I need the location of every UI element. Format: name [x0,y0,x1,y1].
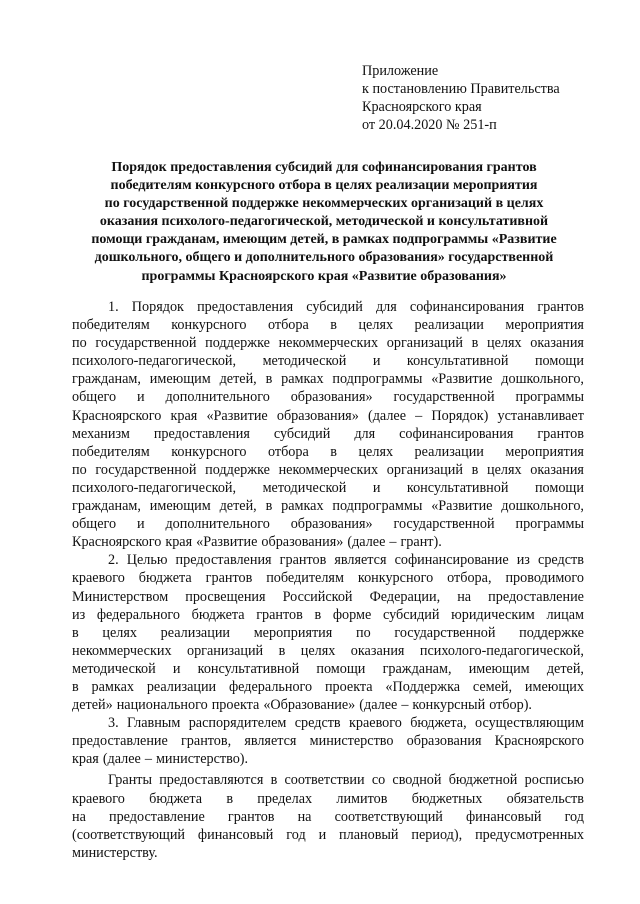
word: предоставления [197,299,294,315]
word: образования» [261,534,344,551]
appendix-header [362,62,632,134]
text-line [72,606,584,624]
word: отбор). [489,697,532,714]
word: и [372,353,381,370]
word: для [375,299,397,315]
word: психолого-педагогической, [72,479,237,496]
word: период), [411,826,463,843]
word: и [372,479,381,496]
appendix-label: Приложение [362,63,439,79]
text-line [72,750,584,768]
word: Главным [127,715,181,732]
text-line [72,678,584,696]
word: Красноярского [72,407,162,424]
word: детей» [72,697,113,714]
word: механизм [72,425,130,442]
word: реализации [146,678,217,695]
word: бюджетной [448,772,518,789]
word: и [318,826,327,843]
word: методической [262,479,347,496]
word: поддержке [205,335,270,352]
word: грантов [205,570,253,587]
word: 3. [108,715,119,732]
word: края [165,534,193,551]
word: в [330,443,337,460]
word: помощи [534,353,584,370]
document-body [72,298,584,862]
word: для [354,425,376,442]
word: дошкольного, [501,498,584,515]
word: соответствии [284,772,365,789]
word: края [170,407,198,424]
text-line [72,551,584,569]
word: предоставление [108,808,205,825]
word: реализации [160,624,231,641]
word: проекта [324,678,373,695]
word: бюджета [191,606,245,623]
word: проекта [211,697,260,714]
word: края [72,751,99,768]
word: проводимого [505,570,584,587]
word: программы [515,389,584,406]
word: – [389,534,397,551]
title-line: дошкольного, общего и дополнительного образования» государственной [94,250,554,266]
word: Федерации, [369,588,441,605]
word: мероприятия [253,624,333,641]
appendix-decree-ref: к постановлению Правительства [362,81,560,97]
word: «Развитие [206,407,268,424]
word: «Развитие [196,534,258,551]
word: некоммерческих [278,461,379,478]
word: государственной [95,461,197,478]
text-line [72,370,584,388]
word: со [371,772,386,789]
word: дополнительного [165,389,270,406]
word: оказания [530,461,584,478]
word: детей, [219,371,257,388]
text-line [72,771,584,789]
word: некоммерческих [72,642,172,659]
word: федерального [96,606,180,623]
word: «Поддержка [385,678,461,695]
word: грантов [279,552,327,569]
word: в [330,317,337,334]
word: предусмотренных [475,826,584,843]
word: министерство [309,733,394,750]
word: – [144,751,152,768]
text-line [72,696,584,714]
word: мероприятия [505,443,584,460]
word: в [72,624,79,641]
word: грантов [256,606,303,623]
word: реализации [414,443,484,460]
word: целях [487,335,522,352]
word: конкурсного [171,443,247,460]
text-line [72,660,584,678]
text-line [72,479,584,497]
word: – [401,697,409,714]
word: 1. [108,299,119,315]
word: методической [262,353,347,370]
word: в [278,642,286,659]
text-line [72,316,584,334]
paragraph [72,771,584,861]
word: целях [358,443,394,460]
word: целях [300,642,336,659]
word: Красноярского [494,733,584,750]
word: софинансирования [409,299,525,315]
word: и [136,389,145,406]
word: в [226,790,234,807]
word: оказания [530,335,584,352]
word: предоставление [72,733,168,750]
word: на [457,588,472,605]
word: «Развитие [431,498,493,515]
word: консультативной [406,353,509,370]
word: гражданам, [382,660,452,677]
text-line [72,588,584,606]
word: Порядок [131,299,184,315]
word: на [297,808,312,825]
word: некоммерческих [278,335,379,352]
word: победителям [72,443,150,460]
word: организаций [186,642,264,659]
word: организаций [386,335,463,352]
word: в [265,371,273,388]
word: (далее [367,407,407,424]
document-title [64,159,584,286]
word: грантов, [180,733,232,750]
text-line [72,425,584,443]
text-line [72,732,584,750]
text-line [72,443,584,461]
word: помощи [316,660,366,677]
text-line [72,388,584,406]
text-line [72,642,584,660]
word: субсидий [273,425,331,442]
word: образования» [290,389,373,406]
word: осуществляющим [475,715,584,732]
word: в [471,335,479,352]
word: софинансирование [394,552,509,569]
word: целях [102,624,137,641]
word: год [286,826,306,843]
word: лицам [546,606,584,623]
word: средств [538,552,584,569]
word: имеющих [524,678,584,695]
word: по [355,624,371,641]
word: методической [72,660,156,677]
text-line [72,533,584,551]
word: дошкольного, [501,371,584,388]
title-line: Порядок предоставления субсидий для софинансирования грантов [111,160,537,175]
appendix-date-number: от 20.04.2020 № 251-п [362,117,497,133]
word: росписью [524,772,584,789]
text-line [72,569,584,587]
word: государственной [394,624,496,641]
word: образования» [290,516,373,533]
word: финансовый [465,808,542,825]
word: в [471,461,479,478]
word: является [334,552,387,569]
word: по [72,461,87,478]
title-line: победителям конкурсного отбора в целях реализации мероприятия [110,178,538,194]
word: Целью [126,552,168,569]
word: программы [515,516,584,533]
title-line: помощи гражданам, имеющим детей, в рамках подпрограммы «Развитие [91,232,557,248]
word: предоставления [153,425,250,442]
word: и [136,516,145,533]
word: грантов [537,299,584,315]
text-line [72,407,584,425]
word: поддержке [205,461,270,478]
word: государственной [393,516,495,533]
word: консультативной [406,479,509,496]
appendix-region: Красноярского края [362,99,482,115]
word: год [564,808,584,825]
text-line [72,461,584,479]
word: юридическим [451,606,535,623]
word: форме [332,606,372,623]
word: министерство). [155,751,249,768]
text-line [72,808,584,826]
word: детей, [546,660,584,677]
word: соответствующий [334,808,443,825]
word: из [516,552,530,569]
word: в [270,772,278,789]
title-line: по государственной поддержке некоммерческих организаций в целях [104,196,544,212]
word: организаций [386,461,463,478]
word: грант). [400,534,442,551]
word: отбора [267,443,309,460]
word: софинансирования [399,425,514,442]
paragraph [72,298,584,551]
paragraph [72,714,584,768]
word: образования [406,733,482,750]
word: предоставляются [159,772,264,789]
text-line [72,844,584,862]
word: предоставление [488,588,584,605]
word: федерального [228,678,313,695]
text-line [72,352,584,370]
word: министерству. [72,844,158,861]
word: целях [487,461,522,478]
word: имеющим [149,371,211,388]
word: рамках [91,678,134,695]
word: Порядок) [431,407,489,424]
word: краевого [72,790,125,807]
word: в [72,678,79,695]
text-line [72,298,584,316]
word: Красноярского [72,534,162,551]
word: психолого-педагогической, [419,642,584,659]
word: в [265,498,273,515]
word: (далее [347,534,386,551]
word: гражданам, [72,371,141,388]
word: устанавливает [497,407,584,424]
word: бюджета [138,570,192,587]
word: субсидий [306,299,363,315]
word: мероприятия [505,317,584,334]
word: 2. [108,552,119,569]
word: лимитов [336,790,388,807]
word: Министерством [72,588,169,605]
word: обязательств [506,790,584,807]
text-line [72,515,584,533]
paragraph [72,551,584,714]
word: «Развитие [431,371,493,388]
word: субсидий [382,606,440,623]
word: поддержке [519,624,584,641]
word: рамках [281,498,324,515]
word: средств [294,715,341,732]
word: бюджетных [411,790,483,807]
word: краевого [72,570,125,587]
word: конкурсного [171,317,247,334]
word: имеющим [468,660,530,677]
word: рамках [281,371,324,388]
word: Российской [282,588,353,605]
word: бюджета [149,790,203,807]
text-line [72,790,584,808]
word: сводной [392,772,442,789]
word: грантов [227,808,275,825]
word: конкурсный [412,697,486,714]
word: Гранты [108,772,153,789]
word: конкурсного [357,570,434,587]
word: государственной [393,389,495,406]
word: в [314,606,322,623]
word: образования» [276,407,359,424]
word: и [172,660,181,677]
word: распорядителем [188,715,287,732]
text-line [72,624,584,642]
word: победителям [266,570,344,587]
title-line: оказания психолого-педагогической, методической и консультативной [99,214,549,230]
word: (далее [359,697,398,714]
word: подпрограммы [332,498,423,515]
word: общего [72,516,117,533]
word: просвещения [185,588,266,605]
word: (соответствующий [72,826,186,843]
word: отбора, [447,570,492,587]
word: семей, [472,678,513,695]
word: на [72,808,86,825]
word: финансовый [197,826,274,843]
word: из [72,606,86,623]
word: государственной [95,335,197,352]
word: целях [358,317,394,334]
text-line [72,714,584,732]
word: грантов [537,425,584,442]
word: национального [116,697,208,714]
word: «Образование» [263,697,356,714]
word: плановый [339,826,399,843]
text-line [72,334,584,352]
word: детей, [219,498,257,515]
word: общего [72,389,117,406]
word: предоставления [175,552,272,569]
word: помощи [534,479,584,496]
text-line [72,497,584,515]
word: является [244,733,297,750]
word: пределах [257,790,313,807]
word: психолого-педагогической, [72,353,237,370]
title-line: программы Красноярского края «Развитие образования» [141,268,507,284]
word: по [72,335,87,352]
word: – [415,407,423,424]
word: реализации [414,317,484,334]
word: гражданам, [72,498,141,515]
word: имеющим [149,498,211,515]
word: краевого [349,715,402,732]
word: оказания [350,642,405,659]
text-line [72,826,584,844]
word: дополнительного [165,516,270,533]
word: отбора [267,317,309,334]
word: победителям [72,317,150,334]
word: консультативной [197,660,300,677]
word: подпрограммы [332,371,423,388]
word: бюджета, [410,715,467,732]
word: (далее [102,751,141,768]
